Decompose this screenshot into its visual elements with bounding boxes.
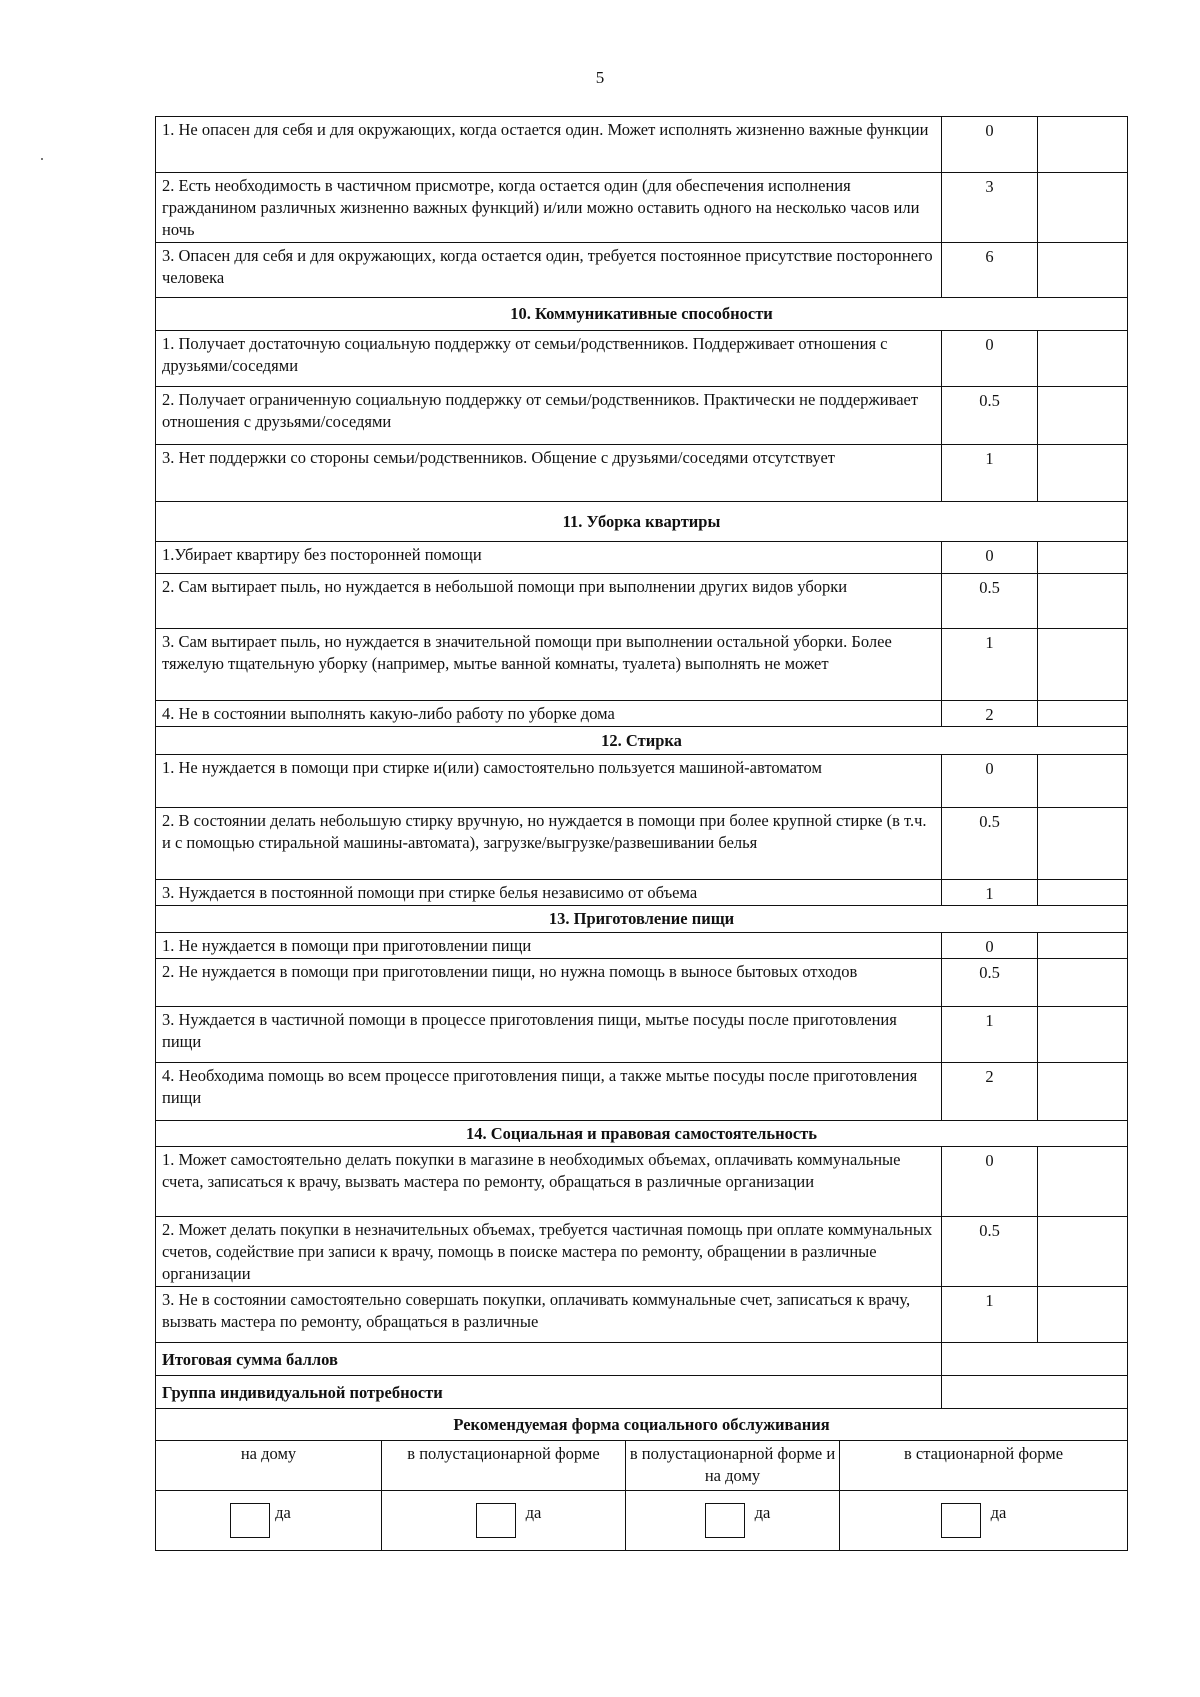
table-row xyxy=(156,1217,1128,1287)
section-title: 13. Приготовление пищи xyxy=(156,906,1128,933)
table-row xyxy=(156,574,1128,629)
score-entry-cell[interactable] xyxy=(1038,387,1128,445)
criterion-text: 3. Нуждается в частичной помощи в процессе приготовления пищи, мытье посуды после приготовления пищи xyxy=(156,1007,942,1063)
table-row xyxy=(156,445,1128,502)
score-entry-cell[interactable] xyxy=(1038,1287,1128,1343)
total-score-label: Итоговая сумма баллов xyxy=(156,1343,942,1376)
criterion-score: 0 xyxy=(942,1147,1038,1217)
criterion-text: 3. Не в состоянии самостоятельно совершать покупки, оплачивать коммунальные счет, записаться к врачу, вызвать мастера по ремонту, обращаться в различные xyxy=(156,1287,942,1343)
criterion-text: 1. Не опасен для себя и для окружающих, когда остается один. Может исполнять жизненно важные функции xyxy=(156,117,942,173)
criterion-text: 1.Убирает квартиру без посторонней помощи xyxy=(156,542,942,574)
section-header-row xyxy=(156,502,1128,542)
criterion-score: 0.5 xyxy=(942,1217,1038,1287)
option-choice-semi-stationary-home xyxy=(626,1491,840,1551)
section-title: 10. Коммуникативные способности xyxy=(156,298,1128,331)
criterion-text: 4. Необходима помощь во всем процессе приготовления пищи, а также мытье посуды после приготовления пищи xyxy=(156,1063,942,1121)
score-entry-cell[interactable] xyxy=(1038,755,1128,808)
criterion-score: 0 xyxy=(942,933,1038,959)
option-label-stationary: в стационарной форме xyxy=(840,1441,1128,1491)
table-row xyxy=(156,701,1128,727)
option-label-semi-stationary: в полустационарной форме xyxy=(382,1441,626,1491)
criterion-text: 3. Нет поддержки со стороны семьи/родственников. Общение с друзьями/соседями отсутствует xyxy=(156,445,942,502)
page-number: 5 xyxy=(595,68,605,87)
option-checkbox-stationary[interactable] xyxy=(941,1503,981,1538)
table-row xyxy=(156,755,1128,808)
option-yes-label: да xyxy=(990,1503,1007,1522)
table-row xyxy=(156,387,1128,445)
service-choice-row xyxy=(156,1491,1128,1551)
criterion-score: 1 xyxy=(942,880,1038,906)
criterion-score: 0 xyxy=(942,331,1038,387)
need-group-row xyxy=(156,1376,1128,1409)
total-score-row xyxy=(156,1343,1128,1376)
section-title: 12. Стирка xyxy=(156,727,1128,755)
criterion-score: 0 xyxy=(942,542,1038,574)
section-header-row xyxy=(156,298,1128,331)
option-checkbox-semi-stationary-home[interactable] xyxy=(705,1503,745,1538)
table-row xyxy=(156,808,1128,880)
criterion-score: 0.5 xyxy=(942,574,1038,629)
score-entry-cell[interactable] xyxy=(1038,629,1128,701)
table-row xyxy=(156,1147,1128,1217)
score-entry-cell[interactable] xyxy=(1038,933,1128,959)
score-entry-cell[interactable] xyxy=(1038,880,1128,906)
criterion-score: 3 xyxy=(942,173,1038,243)
criterion-score: 0.5 xyxy=(942,387,1038,445)
table-row xyxy=(156,243,1128,298)
score-entry-cell[interactable] xyxy=(1038,117,1128,173)
criterion-text: 1. Не нуждается в помощи при стирке и(или) самостоятельно пользуется машиной-автоматом xyxy=(156,755,942,808)
criterion-score: 1 xyxy=(942,445,1038,502)
criterion-score: 1 xyxy=(942,1287,1038,1343)
score-entry-cell[interactable] xyxy=(1038,808,1128,880)
section-header-row xyxy=(156,906,1128,933)
criterion-score: 1 xyxy=(942,629,1038,701)
option-label-semi-stationary-home: в полустационарной форме и на дому xyxy=(626,1441,840,1491)
criterion-score: 0.5 xyxy=(942,808,1038,880)
table-row xyxy=(156,933,1128,959)
section-title: 14. Социальная и правовая самостоятельность xyxy=(156,1121,1128,1147)
table-row xyxy=(156,629,1128,701)
option-checkbox-semi-stationary[interactable] xyxy=(476,1503,516,1538)
score-entry-cell[interactable] xyxy=(1038,1007,1128,1063)
option-checkbox-home[interactable] xyxy=(230,1503,270,1538)
criterion-score: 0.5 xyxy=(942,959,1038,1007)
score-entry-cell[interactable] xyxy=(1038,542,1128,574)
criterion-text: 1. Получает достаточную социальную поддержку от семьи/родственников. Поддерживает отношения с друзьями/соседями xyxy=(156,331,942,387)
criterion-text: 1. Не нуждается в помощи при приготовлении пищи xyxy=(156,933,942,959)
section-title: 11. Уборка квартиры xyxy=(156,502,1128,542)
table-row xyxy=(156,331,1128,387)
option-yes-label: да xyxy=(754,1503,771,1522)
score-entry-cell[interactable] xyxy=(1038,1063,1128,1121)
total-score-field[interactable] xyxy=(942,1343,1128,1376)
criterion-text: 2. Есть необходимость в частичном присмотре, когда остается один (для обеспечения исполнения гражданином различных жизненно важных функций) и/или можно оставить одного на несколько часов или ночь xyxy=(156,173,942,243)
score-entry-cell[interactable] xyxy=(1038,173,1128,243)
criterion-score: 6 xyxy=(942,243,1038,298)
service-options-row xyxy=(156,1441,1128,1491)
score-entry-cell[interactable] xyxy=(1038,701,1128,727)
need-group-field[interactable] xyxy=(942,1376,1128,1409)
criterion-score: 2 xyxy=(942,701,1038,727)
criterion-text: 1. Может самостоятельно делать покупки в магазине в необходимых объемах, оплачивать коммунальные счета, записаться к врачу, вызвать мастера по ремонту, обращаться в различные организации xyxy=(156,1147,942,1217)
criterion-score: 2 xyxy=(942,1063,1038,1121)
score-entry-cell[interactable] xyxy=(1038,574,1128,629)
option-choice-home xyxy=(156,1491,382,1551)
section-header-row xyxy=(156,1409,1128,1441)
option-choice-semi-stationary xyxy=(382,1491,626,1551)
table-row xyxy=(156,1063,1128,1121)
criterion-text: 2. Может делать покупки в незначительных объемах, требуется частичная помощь при оплате коммунальных счетов, содействие при записи к врачу, помощь в поиске мастера по ремонту, обращении в различные организации xyxy=(156,1217,942,1287)
service-form-title: Рекомендуемая форма социального обслуживания xyxy=(156,1409,1128,1441)
score-entry-cell[interactable] xyxy=(1038,243,1128,298)
table-row xyxy=(156,880,1128,906)
criterion-text: 3. Опасен для себя и для окружающих, когда остается один, требуется постоянное присутствие постороннего человека xyxy=(156,243,942,298)
criterion-text: 3. Нуждается в постоянной помощи при стирке белья независимо от объема xyxy=(156,880,942,906)
option-yes-label: да xyxy=(275,1503,291,1522)
scan-speck xyxy=(41,158,43,160)
option-label-home: на дому xyxy=(156,1441,382,1491)
criterion-score: 0 xyxy=(942,755,1038,808)
criterion-text: 4. Не в состоянии выполнять какую-либо работу по уборке дома xyxy=(156,701,942,727)
table-row xyxy=(156,959,1128,1007)
need-group-label: Группа индивидуальной потребности xyxy=(156,1376,942,1409)
criterion-score: 1 xyxy=(942,1007,1038,1063)
table-row xyxy=(156,117,1128,173)
criterion-text: 2. Не нуждается в помощи при приготовлении пищи, но нужна помощь в выносе бытовых отходов xyxy=(156,959,942,1007)
criterion-text: 3. Сам вытирает пыль, но нуждается в значительной помощи при выполнении остальной уборки. Более тяжелую тщательную уборку (например, мытье ванной комнаты, туалета) выполнять не может xyxy=(156,629,942,701)
option-choice-stationary xyxy=(840,1491,1128,1551)
score-entry-cell[interactable] xyxy=(1038,1147,1128,1217)
table-row xyxy=(156,1007,1128,1063)
criterion-text: 2. Сам вытирает пыль, но нуждается в небольшой помощи при выполнении других видов уборки xyxy=(156,574,942,629)
table-row xyxy=(156,173,1128,243)
score-entry-cell[interactable] xyxy=(1038,445,1128,502)
criterion-score: 0 xyxy=(942,117,1038,173)
section-header-row xyxy=(156,1121,1128,1147)
assessment-table xyxy=(155,116,1128,1551)
table-row xyxy=(156,542,1128,574)
score-entry-cell[interactable] xyxy=(1038,959,1128,1007)
criterion-text: 2. В состоянии делать небольшую стирку вручную, но нуждается в помощи при более крупной стирке (в т.ч. и с помощью стиральной машины-автомата), загрузке/выгрузке/развешивании белья xyxy=(156,808,942,880)
criterion-text: 2. Получает ограниченную социальную поддержку от семьи/родственников. Практически не поддерживает отношения с друзьями/соседями xyxy=(156,387,942,445)
option-yes-label: да xyxy=(525,1503,542,1522)
score-entry-cell[interactable] xyxy=(1038,331,1128,387)
score-entry-cell[interactable] xyxy=(1038,1217,1128,1287)
section-header-row xyxy=(156,727,1128,755)
table-row xyxy=(156,1287,1128,1343)
